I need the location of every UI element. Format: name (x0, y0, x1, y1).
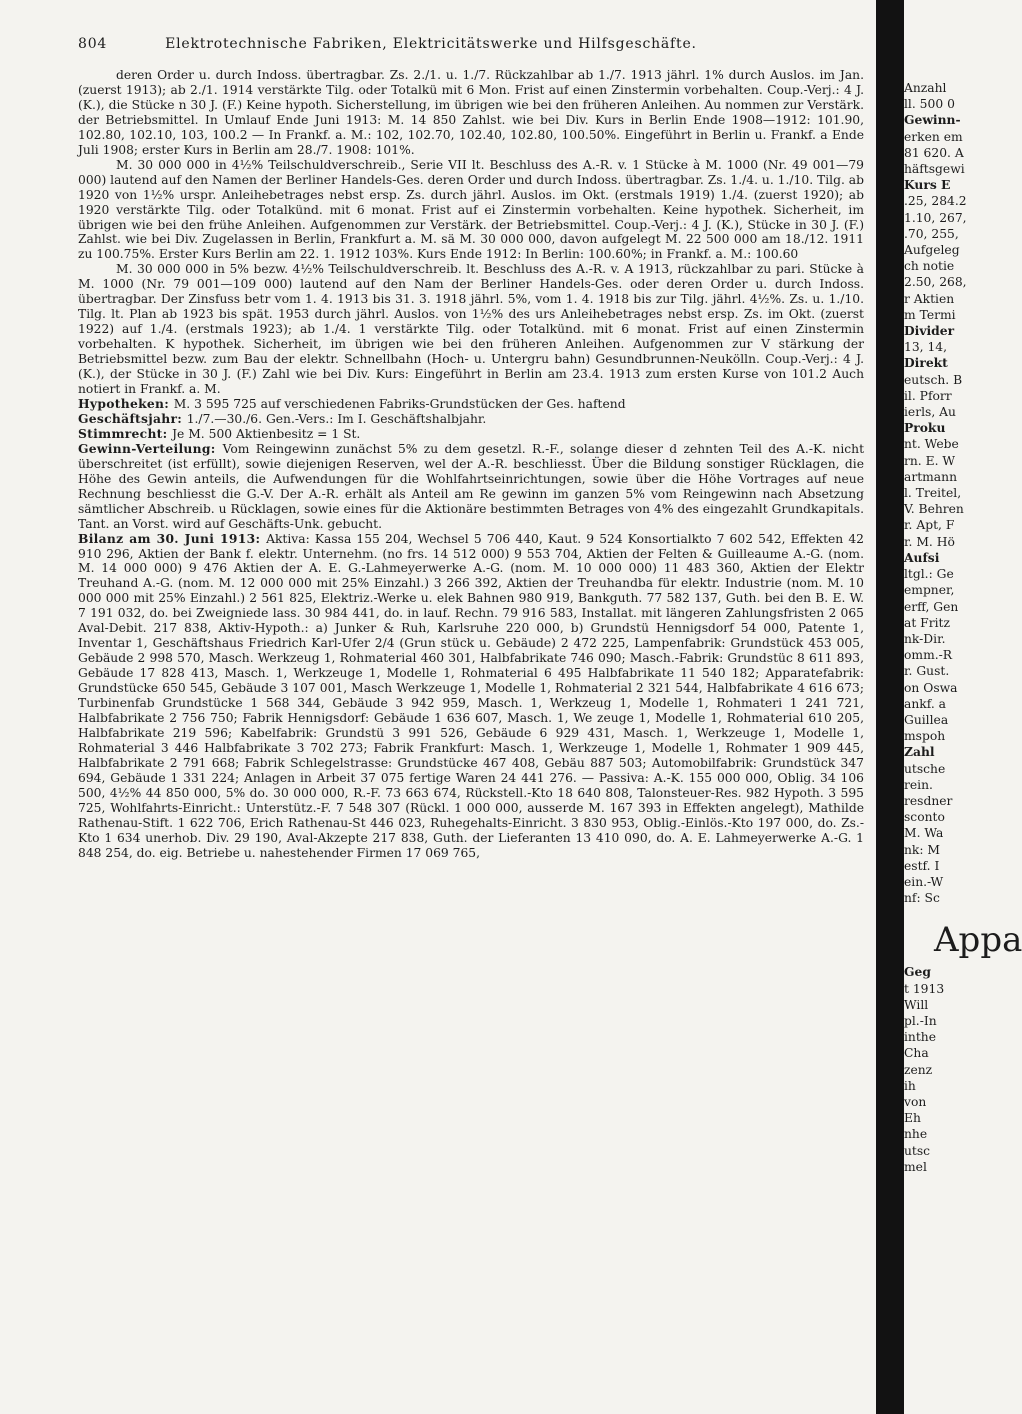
fragment-line: nk: M (904, 842, 941, 857)
fragment-line: artmann (904, 469, 957, 484)
section-label: Bilanz am 30. Juni 1913: (78, 530, 267, 546)
fragment-line: nf: Sc (904, 891, 940, 906)
fragment-line: Anzahl (904, 81, 947, 95)
paragraph (78, 262, 864, 397)
paragraph (78, 412, 864, 427)
section-heading-fragment: Appa (934, 920, 1022, 961)
fragment-line: eutsch. B (904, 372, 963, 387)
fragment-line: Gewinn- (904, 112, 961, 128)
paragraph (78, 532, 864, 861)
fragment-line: t 1913 (904, 981, 945, 996)
fragment-line: 2.50, 268, (904, 275, 967, 290)
fragment-line: nhe (904, 1127, 928, 1142)
fragment-line: M. Wa (904, 826, 944, 841)
paragraph-text: Aktiva: Kassa 155 204, Wechsel 5 706 440, Kaut. 9 524 Konsortialkto 7 602 542, Effekten 42 910 296, Aktien der Bank f. elektr. Unternehm. (no frs. 14 512 000) 9 553 704, Aktien der Felten & Guilleaume A.-G. (nom. M. 14 000 000) 9 476 Aktien der A. E. G.-Lahmeyerwerke A.-G. (nom. M. 10 000 000) 11 483 360, Aktien der Elektr Treuhand A.-G. (nom. M. 12 000 000 mit 25% Einzahl.) 3 266 392, Aktien der Treuhandba für elektr. Industrie (nom. M. 10 000 000 mit 25% Einzahl.) 2 561 825, Elektriz.-Werke u. elek Bahnen 980 919, Bankguth. 77 582 137, Guth. bei den B. E. W. 7 191 032, do. bei Zweigniede lass. 30 984 441, do. in lauf. Rechn. 79 916 583, Installat. mit längeren Zahlungsfristen 2 065 Aval-Debit. 217 838, Aktiv-Hypoth.: a) Junker & Ruh, Karlsruhe 220 000, b) Grundstü Hennigsdorf 54 000, Patente 1, Inventar 1, Geschäftshaus Friedrich Karl-Ufer 2/4 (Grun stück u. Gebäude) 2 472 225, Lampenfabrik: Grundstück 453 005, Gebäude 2 998 570, Masch. Werkzeug 1, Rohmaterial 460 301, Halbfabrikate 746 090; Masch.-Fabrik: Grundstüc 8 611 893, Gebäude 17 828 413, Masch. 1, Werkzeuge 1, Modelle 1, Rohmaterial 6 495 Halbfabrikate 11 540 182; Apparatefabrik: Grundstücke 650 545, Gebäude 3 107 001, Masch Werkzeuge 1, Modelle 1, Rohmaterial 2 321 544, Halbfabrikate 4 616 673; Turbinenfab Grundstücke 1 568 344, Gebäude 3 942 959, Masch. 1, Werkzeug 1, Modelle 1, Rohmateri 1 241 721, Halbfabrikate 2 756 750; Fabrik Hennigsdorf: Gebäude 1 636 607, Masch. 1, We zeuge 1, Modelle 1, Rohmaterial 610 205, Halbfabrikate 219 596; Kabelfabrik: Grundstü 3 991 526, Gebäude 6 929 431, Masch. 1, Werkzeuge 1, Modelle 1, Rohmaterial 3 446 Halbfabrikate 3 702 273; Fabrik Frankfurt: Masch. 1, Werkzeuge 1, Modelle 1, Rohmater 1 909 445, Halbfabrikate 2 791 668; Fabrik Schlegelstrasse: Grundstücke 467 408, Gebäu 887 503; Automobilfabrik: Grundstück 347 694, Gebäude 1 331 224; Anlagen in Arbeit 37 075 fertige Waren 24 441 276. — Passiva: A.-K. 155 000 000, Oblig. 34 106 500, 4½% 44 850 000, 5% do. 30 000 000, R.-F. 73 663 674, Rückstell.-Kto 18 640 808, Talonsteuer-Res. 982 Hypoth. 3 595 725, Wohlfahrts-Einricht.: Unterstütz.-F. 7 548 307 (Rückl. 1 000 000, ausserde M. 167 393 in Effekten angelegt), Mathilde Rathenau-Stift. 1 622 706, Erich Rathenau-St 446 023, Ruhegehalts-Einricht. 3 830 953, Oblig.-Einlös.-Kto 197 000, do. Zs.-Kto 1 634 unerhob. Div. 29 190, Aval-Akzepte 217 838, Guth. der Lieferanten 13 410 090, do. A. E. Lahmeyerwerke A.-G. 1 848 254, do. eig. Betriebe u. nahestehender Firmen 17 069 765, (78, 531, 864, 860)
fragment-line: Aufgeleg (904, 243, 960, 258)
fragment-line: Zahl (904, 744, 935, 760)
fragment-line: Kurs E (904, 177, 951, 193)
paragraph-text: 1./7.—30./6. Gen.-Vers.: Im I. Geschäftshalbjahr. (186, 411, 487, 426)
fragment-line: 13, 14, (904, 340, 948, 355)
paragraph-text: Je M. 500 Aktienbesitz = 1 St. (172, 426, 361, 441)
fragment-line: rein. (904, 777, 933, 792)
column-gutter-rule (876, 0, 904, 1414)
fragment-line: omm.-R (904, 648, 953, 663)
fragment-line: Will (904, 997, 929, 1012)
fragment-line: l. Treitel, (904, 486, 962, 501)
fragment-line: nt. Webe (904, 437, 959, 452)
fragment-line: r. M. Hö (904, 534, 955, 549)
fragment-line: .70, 255, (904, 226, 959, 241)
section-label: Geschäftsjahr: (78, 410, 187, 426)
paragraph (78, 427, 864, 442)
fragment-line: Geg (904, 964, 931, 980)
fragment-line: mel (904, 1159, 927, 1174)
paragraph-text: M. 30 000 000 in 4½% Teilschuldverschreib., Serie VII lt. Beschluss des A.-R. v. 1 Stücke à M. 1000 (Nr. 49 001—79 000) lautend auf den Namen der Berliner Handels-Ges. deren Order und durch Indoss. übertragbar. Zs. 1./4. u. 1./10. Tilg. ab 1920 von 1½% urspr. Anleihebetrages nebst ersp. Zs. durch jährl. Auslos. im Okt. (erstmals 1919) 1./4. (zuerst 1920); ab 1920 verstärkte Tilg. oder Totalkünd. mit 6 monat. Frist auf ei Zinstermin vorbehalten. Keine hypothek. Sicherheit, im übrigen wie bei den frühe Anleihen. Aufgenommen zur Verstärk. der Betriebsmittel. Coup.-Verj.: 4 J. (K.), Stücke in 30 J. (F.) Zahlst. wie bei Div. Zugelassen in Berlin, Frankfurt a. M. sä M. 30 000 000, davon aufgelegt M. 22 500 000 am 18./12. 1911 zu 100.75%. Erster Kurs Berlin am 22. 1. 1912 103%. Kurs Ende 1912: In Berlin: 100.60%; in Frankf. a. M.: 100.60 (78, 157, 864, 262)
fragment-line: resdner (904, 793, 953, 808)
fragment-line: nk-Dir. (904, 631, 946, 646)
fragment-line: ankf. a (904, 696, 946, 711)
fragment-line: häftsgewi (904, 162, 965, 177)
paragraph-text: M. 3 595 725 auf verschiedenen Fabriks-Grundstücken der Ges. haftend (173, 396, 626, 411)
fragment-line: Direkt (904, 355, 948, 371)
fragment-line: Divider (904, 323, 955, 339)
fragment-line: utsc (904, 1143, 931, 1158)
fragment-line: Proku (904, 420, 946, 436)
paragraph (78, 397, 864, 412)
fragment-line: pl.-In (904, 1013, 937, 1028)
fragment-line: Eh (904, 1111, 921, 1126)
fragment-line: ih (904, 1078, 916, 1093)
paragraph-text: deren Order u. durch Indoss. übertragbar. Zs. 2./1. u. 1./7. Rückzahlbar ab 1./7. 1913 jährl. 1% durch Auslos. im Jan. (zuerst 1913); ab 2./1. 1914 verstärkte Tilg. oder Totalkü mit 6 Mon. Frist auf einen Zinstermin vorbehalten. Coup.-Verj.: 4 J. (K.), die Stücke n 30 J. (F.) Keine hypoth. Sicherstellung, im übrigen wie bei den früheren Anleihen. Au nommen zur Verstärk. der Betriebsmittel. In Umlauf Ende Juni 1913: M. 14 850 Zahlst. wie bei Div. Kurs in Berlin Ende 1908—1912: 101.90, 102.80, 102.10, 103, 100.2 — In Frankf. a. M.: 102, 102.70, 102.40, 102.80, 100.50%. Eingeführt in Berlin u. Frankf. a Ende Juli 1908; erster Kurs in Berlin am 28./7. 1908: 101%. (78, 68, 864, 157)
paragraph-text: M. 30 000 000 in 5% bezw. 4½% Teilschuldverschreib. lt. Beschluss des A.-R. v. A 1913, rückzahlbar zu pari. Stücke à M. 1000 (Nr. 79 001—109 000) lautend auf den Nam der Berliner Handels-Ges. oder deren Order u. durch Indoss. übertragbar. Der Zinsfuss betr vom 1. 4. 1913 bis 31. 3. 1918 jährl. 5%, vom 1. 4. 1918 bis zur Tilg. jährl. 4½%. Zs. u. 1./10. Tilg. lt. Plan ab 1923 bis spät. 1953 durch jährl. Auslos. von 1½% des urs Anleihebetrages nebst ersp. Zs. im Okt. (zuerst 1922) auf 1./4. (erstmals 1923); ab 1./4. 1 verstärkte Tilg. oder Totalkünd. mit 6 monat. Frist auf einen Zinstermin vorbehalten. K hypothek. Sicherheit, im übrigen wie bei den früheren Anleihen. Aufgenommen zur V stärkung der Betriebsmittel bezw. zum Bau der elektr. Schnellbahn (Hoch- u. Untergru bahn) Gesundbrunnen-Neukölln. Coup.-Verj.: 4 J. (K.), der Stücke in 30 J. (F.) Zahl wie bei Div. Kurs: Eingeführt in Berlin am 23.4. 1913 zum ersten Kurse von 101.2 Auch notiert in Frankf. a. M. (78, 262, 864, 397)
section-label: Gewinn-Verteilung: (78, 440, 223, 456)
fragment-line: 81 620. A (904, 145, 964, 160)
fragment-line: m Termi (904, 307, 956, 322)
fragment-line: sconto (904, 810, 945, 825)
right-column-fragment (904, 80, 1022, 1410)
fragment-line: von (904, 1094, 927, 1109)
running-header (78, 36, 878, 52)
section-label: Stimmrecht: (78, 425, 173, 441)
fragment-line: .25, 284.2 (904, 194, 967, 209)
fragment-line: inthe (904, 1030, 936, 1045)
fragment-line: il. Pforr (904, 388, 952, 403)
fragment-line: r. Apt, F (904, 518, 955, 533)
fragment-line: erff, Gen (904, 599, 959, 614)
fragment-line: mspoh (904, 729, 946, 744)
fragment-line: V. Behren (904, 502, 964, 517)
fragment-line: on Oswa (904, 680, 958, 695)
fragment-line: ein.-W (904, 874, 944, 889)
paragraph (78, 68, 864, 158)
fragment-line: Guillea (904, 712, 949, 727)
fragment-line: utsche (904, 761, 946, 776)
fragment-line: Aufsi (904, 549, 940, 565)
fragment-line: ll. 500 0 (904, 97, 955, 112)
section-label: Hypotheken: (78, 395, 174, 411)
fragment-line: ch notie (904, 259, 955, 274)
fragment-line: zenz (904, 1062, 933, 1077)
fragment-line: r. Gust. (904, 664, 950, 679)
paragraph (78, 442, 864, 532)
fragment-line: empner, (904, 583, 955, 598)
running-title: Elektrotechnische Fabriken, Elektricitätswerke und Hilfsgeschäfte. (165, 36, 697, 52)
fragment-line: rn. E. W (904, 453, 956, 468)
fragment-line: Cha (904, 1046, 929, 1061)
paragraph-text: Vom Reingewinn zunächst 5% zu dem gesetzl. R.-F., solange dieser d zehnten Teil des A.-K. nicht überschreitet (ist erfüllt), sowie diejenigen Reserven, wel der A.-R. beschliesst. Über die Bildung sonstiger Rücklagen, die Höhe des Gewin anteils, die Aufwendungen für die Wohlfahrtseinrichtungen, sowie über die Höhe Vortrages auf neue Rechnung beschliesst die G.-V. Der A.-R. erhält als Anteil am Re gewinn im ganzen 5% vom Reingewinn nach Absetzung sämtlicher Abschreib. u Rücklagen, sowie eines für die Aktionäre bestimmten Betrages von 4% des eingezahlt Grundkapitals. Tant. an Vorst. wird auf Geschäfts-Unk. gebucht. (78, 441, 865, 531)
fragment-line: 1.10, 267, (904, 210, 967, 225)
fragment-line: r Aktien (904, 291, 955, 306)
fragment-line: ierls, Au (904, 405, 956, 420)
fragment-line: erken em (904, 129, 963, 144)
fragment-line: at Fritz (904, 615, 950, 630)
paragraph (78, 158, 864, 263)
page-number: 804 (78, 36, 108, 52)
fragment-line: ltgl.: Ge (904, 567, 954, 582)
main-text-column (78, 68, 864, 861)
fragment-line: estf. I (904, 858, 940, 873)
